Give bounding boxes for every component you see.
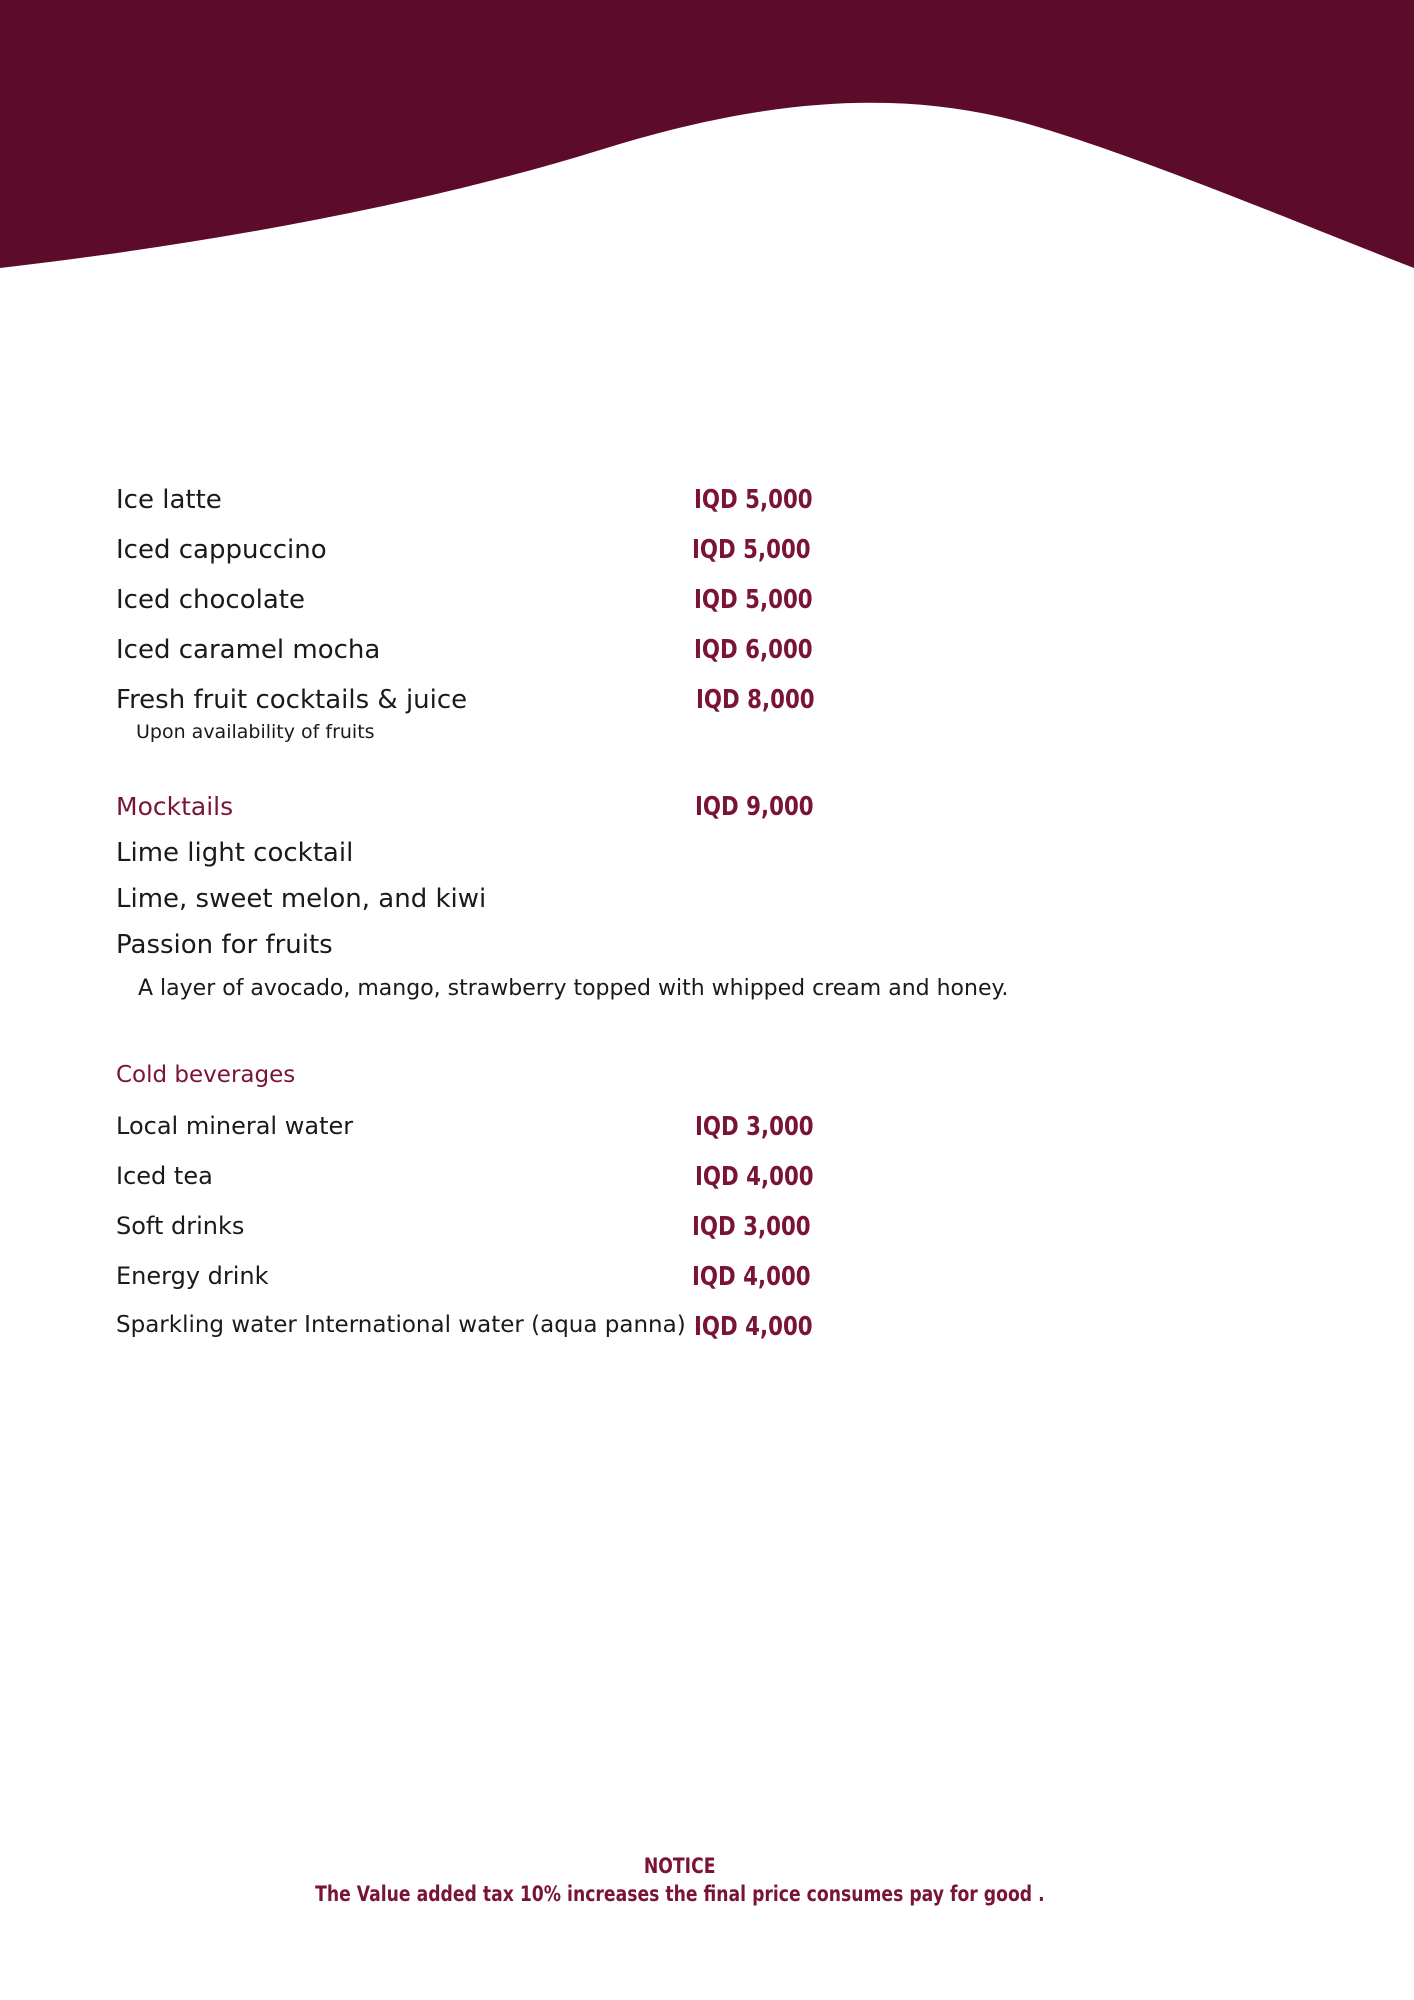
section-title-mocktails: Mocktails xyxy=(116,792,234,821)
item-name: Ice latte xyxy=(116,485,222,515)
item-price: IQD 5,000 xyxy=(694,585,813,615)
item-price: IQD 4,000 xyxy=(695,1162,814,1192)
item-price: IQD 4,000 xyxy=(694,1312,813,1342)
item-price: IQD 6,000 xyxy=(694,635,813,665)
item-price: IQD 3,000 xyxy=(692,1212,811,1242)
mocktail-description: A layer of avocado, mango, strawberry topped with whipped cream and honey. xyxy=(138,976,1009,1001)
item-note: Upon availability of fruits xyxy=(136,721,375,743)
item-name: Lime, sweet melon, and kiwi xyxy=(116,884,487,914)
mocktail-item xyxy=(116,884,1016,934)
menu-item xyxy=(116,535,1016,585)
menu-item xyxy=(116,1212,1016,1262)
item-name: Soft drinks xyxy=(116,1212,245,1240)
item-price: IQD 4,000 xyxy=(692,1262,811,1292)
item-price: IQD 8,000 xyxy=(696,685,815,715)
menu-item xyxy=(116,585,1016,635)
menu-item xyxy=(116,485,1016,535)
item-name: Iced caramel mocha xyxy=(116,635,381,665)
notice-title xyxy=(0,1854,1360,1878)
item-name: Fresh fruit cocktails & juice xyxy=(116,685,468,715)
notice-text xyxy=(0,1882,1360,1906)
item-name: Iced tea xyxy=(116,1162,213,1190)
menu-item xyxy=(116,1312,1016,1362)
item-name: Passion for fruits xyxy=(116,930,333,960)
menu-item xyxy=(116,1262,1016,1312)
mocktail-item xyxy=(116,930,1016,980)
item-name: Iced chocolate xyxy=(116,585,305,615)
item-name: Lime light cocktail xyxy=(116,838,354,868)
item-name: Energy drink xyxy=(116,1262,269,1290)
notice-body-text: The Value added tax 10% increases the final price consumes pay for good . xyxy=(315,1882,1045,1906)
section-title-cold-beverages: Cold beverages xyxy=(116,1062,296,1088)
menu-item xyxy=(116,1162,1016,1212)
item-name: Sparkling water International water (aqua panna) xyxy=(116,1312,686,1338)
mocktail-item xyxy=(116,838,1016,888)
item-name: Iced cappuccino xyxy=(116,535,327,565)
menu-item xyxy=(116,1112,1016,1162)
item-name: Local mineral water xyxy=(116,1112,354,1140)
header-wave-decoration xyxy=(0,0,1414,280)
mocktails-price-row xyxy=(116,792,1016,842)
item-price: IQD 3,000 xyxy=(695,1112,814,1142)
item-price: IQD 5,000 xyxy=(694,485,813,515)
mocktails-price: IQD 9,000 xyxy=(695,792,814,822)
item-price: IQD 5,000 xyxy=(692,535,811,565)
notice-title-text: NOTICE xyxy=(644,1854,716,1878)
menu-item xyxy=(116,635,1016,685)
